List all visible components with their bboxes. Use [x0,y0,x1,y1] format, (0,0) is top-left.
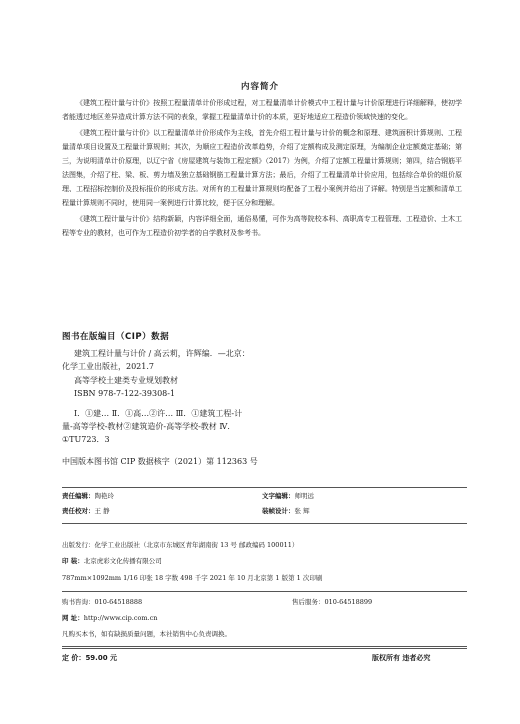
editor-label: 责任编辑： [62,492,95,500]
cip-line: ISBN 978-7-122-39308-1 [74,389,176,399]
editor-name: 陶艳玲 [94,492,114,500]
website-label: 网 址： [62,614,84,622]
cip-line: 建筑工程计量与计价 / 高云莉，许辉编．—北京： [74,349,250,358]
specs-line: 787mm×1092mm 1/16 印张 18 字数 498 千字 2021 年 10 月北京第 1 版第 1 次印刷 [62,574,323,582]
text-editor-credit [262,490,314,502]
designer-name: 张 辉 [294,507,310,515]
price-label: 定 价： [62,654,86,662]
website-value: http://www.cip.com.cn [83,614,158,622]
service-phone: 售后服务：010-64518899 [292,598,373,606]
text-editor-label: 文字编辑： [262,492,295,500]
cip-line: 高等学校土建类专业规划教材 [74,375,178,385]
intro-paragraph: 《建筑工程计量与计价》结构新颖，内容详细全面，通俗易懂，可作为高等院校本科、高职高专工程管理、工程造价、土木工程等专业的教材，也可作为工程造价初学者的自学教材及参考书。 [62,215,462,237]
exchange-notice: 凡购买本书，如有缺损质量问题，本社销售中心负责调换。 [62,630,231,638]
divider [62,487,467,488]
intro-body [62,96,462,242]
cip-line: Ⅰ．①建… Ⅱ．①高…②许… Ⅲ．①建筑工程-计 [74,408,243,418]
intro-title: 内容简介 [240,82,279,92]
printer-label: 印 装： [62,557,84,565]
designer-label: 装帧设计： [262,507,295,515]
cip-record [62,347,462,447]
publisher-line [62,539,298,551]
publisher-value: 化学工业出版社（北京市东城区青年湖南街 13 号 邮政编码 100011） [94,541,299,549]
text-editor-name: 师明远 [294,492,314,500]
cip-title: 图书在版编目（CIP）数据 [62,332,170,342]
printer-line [62,555,162,567]
website-line [62,612,157,624]
copyright-notice: 版权所有 违者必究 [372,654,431,662]
proofreader-label: 责任校对： [62,507,95,515]
price-value: 59.00 元 [85,654,118,662]
printer-value: 北京虎彩文化传播有限公司 [83,557,162,565]
cip-line: 量-高等学校-教材②建筑造价-高等学校-教材 Ⅳ． [62,422,236,432]
purchase-phone: 购书咨询：010-64518888 [62,598,143,606]
divider [62,648,467,649]
designer-credit [262,505,310,517]
intro-paragraph: 《建筑工程计量与计价》以工程量清单计价形成作为主线，首先介绍工程计量与计价的概念和原理、建筑面积计算规则、工程量清单项目设置及工程量计算规则；其次，为顺应工程造价改革趋势，介绍了定额构成及测定原理，为编制企业定额奠定基础；第三，为说明清单计价原理，以辽宁省《房屋建筑与装饰工程定额》（2017）为例，介绍了定额工程量计算规则；第四，结合钢筋平法图集，介绍了柱、梁、板、剪力墙及独立基础钢筋工程量计算方法；最后，介绍了工程量清单计价应用，包括综合单价的组价原理、工程招标控制价及投标报价的形成方法。对所有的工程量计算规则均配备了工程小案例并给出了详解。特别是当定额和清单工程量计算规则不同时，使用同一案例进行计算比较，便于区分和理解。 [62,129,462,207]
cip-line: ①TU723．3 [62,435,110,445]
divider [62,591,467,592]
cip-line: 化学工业出版社，2021.7 [62,362,154,372]
publisher-label: 出版发行： [62,541,95,549]
price-line [62,653,117,663]
cip-number: 中国版本图书馆 CIP 数据核字（2021）第 112363 号 [62,457,258,466]
proofreader-credit [62,505,110,517]
divider [62,646,467,647]
editor-credit [62,490,114,502]
divider [62,523,467,524]
proofreader-name: 王 静 [94,507,110,515]
intro-paragraph: 《建筑工程计量与计价》按照工程量清单计价形成过程，对工程量清单计价模式中工程计量与计价原理进行详细解释，使初学者能透过地区差异造成计算方法不同的表象，掌握工程量清单计价的本质，更好地适应工程造价领域快速的变化。 [62,99,462,121]
